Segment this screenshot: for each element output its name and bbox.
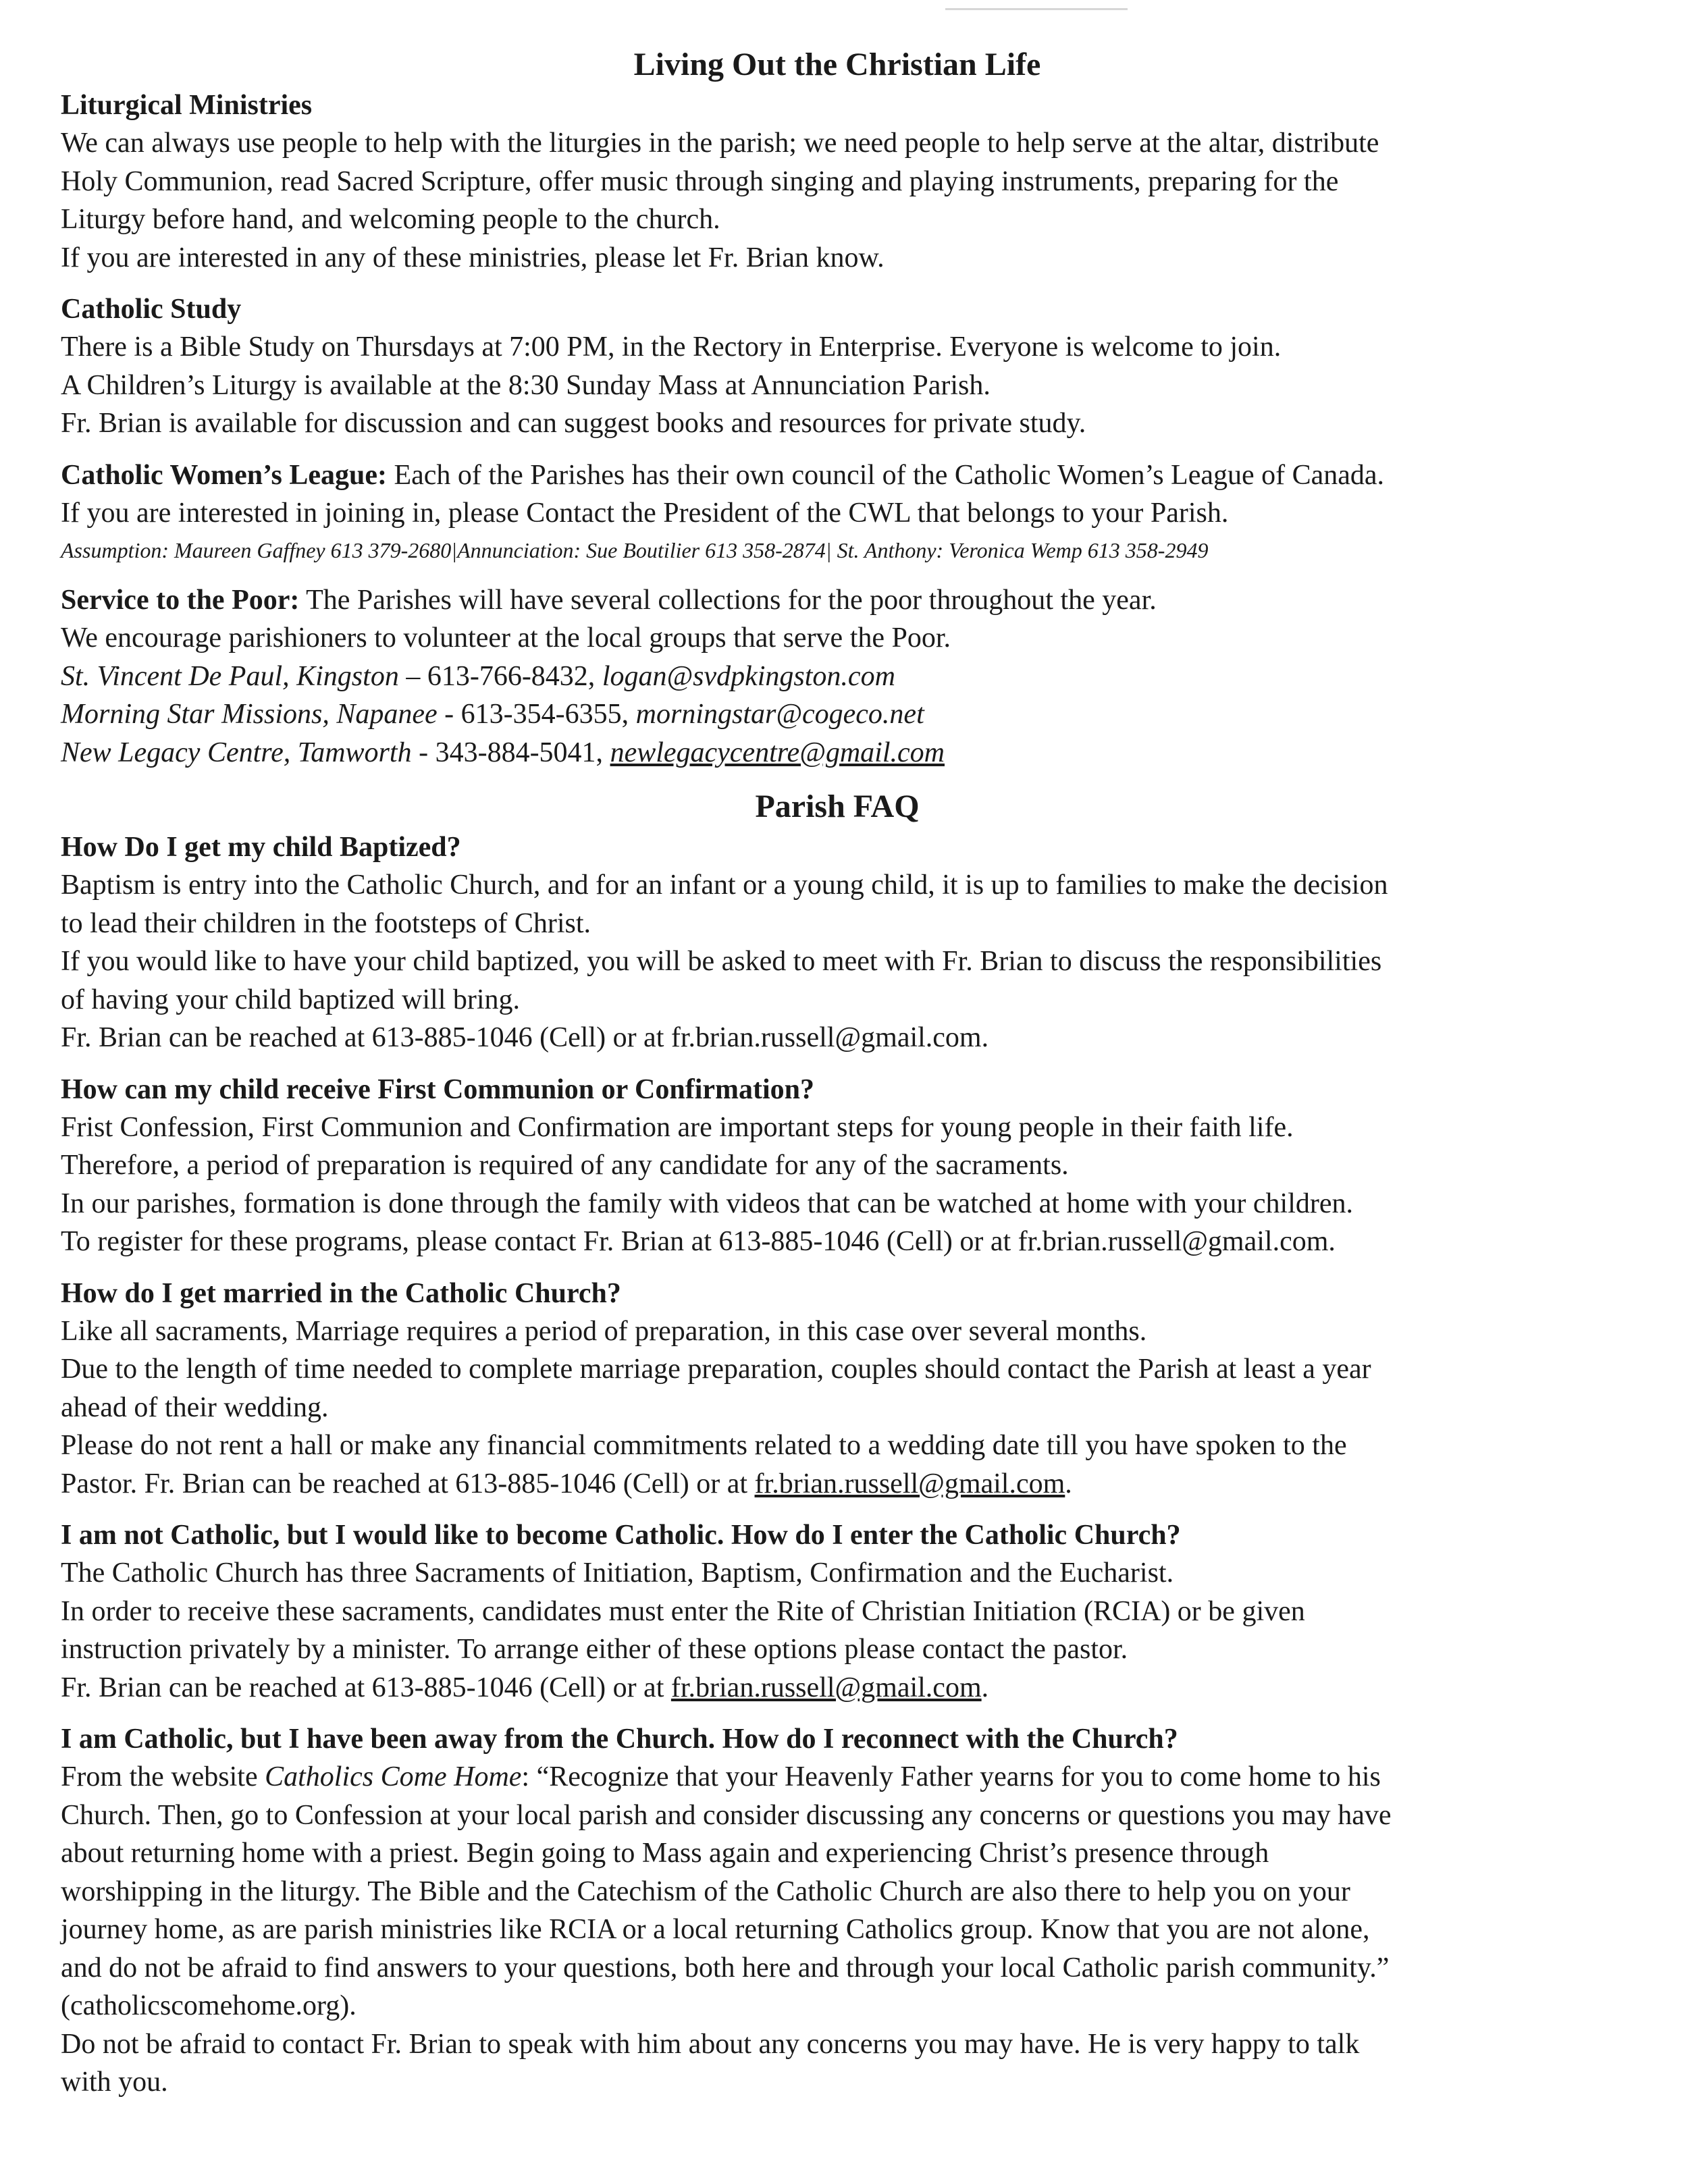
quote-start: : “Recognize that your Heavenly Father yearns for you to come home to his (521, 1761, 1381, 1792)
paragraph-line: Do not be afraid to contact Fr. Brian to speak with him about any concerns you may have. He is very happy to talk (61, 2028, 1360, 2060)
catholic-study-section (61, 290, 1614, 443)
paragraph-line: If you would like to have your child baptized, you will be asked to meet with Fr. Brian to discuss the responsibilities (61, 946, 1382, 977)
cwl-heading: Catholic Women’s League: (61, 459, 387, 491)
paragraph-line: If you are interested in joining in, please Contact the President of the CWL that belongs to your Parish. (61, 498, 1229, 529)
scan-artifact (945, 8, 1128, 10)
paragraph-line: ahead of their wedding. (61, 1391, 329, 1423)
paragraph-line: about returning home with a priest. Begin going to Mass again and experiencing Christ’s presence through (61, 1838, 1269, 1869)
org-name: New Legacy Centre, Tamworth (61, 737, 412, 768)
org-separator: - (437, 699, 461, 730)
baptism-heading: How Do I get my child Baptized? (61, 832, 461, 863)
paragraph-line: We encourage parishioners to volunteer at the local groups that serve the Poor. (61, 622, 951, 654)
liturgical-ministries-section (61, 86, 1614, 277)
paragraph-line: Holy Communion, read Sacred Scripture, offer music through singing and playing instruments, preparing for the (61, 165, 1339, 197)
paragraph-line: Frist Confession, First Communion and Confirmation are important steps for young people in their faith life. (61, 1111, 1294, 1143)
paragraph-line: The Catholic Church has three Sacraments of Initiation, Baptism, Confirmation and the Eucharist. (61, 1557, 1174, 1589)
marriage-heading: How do I get married in the Catholic Church? (61, 1277, 621, 1309)
paragraph-line: To register for these programs, please contact Fr. Brian at 613-885-1046 (Cell) or at fr.brian.russell@gmail.com. (61, 1226, 1336, 1257)
marriage-section (61, 1275, 1614, 1503)
org-name: St. Vincent De Paul, Kingston (61, 660, 399, 692)
website-name: Catholics Come Home (265, 1761, 522, 1792)
email-link[interactable]: fr.brian.russell@gmail.com (670, 1672, 982, 1703)
org-email-link[interactable]: morningstar@cogeco.net (635, 699, 924, 730)
paragraph-line: There is a Bible Study on Thursdays at 7:00 PM, in the Rectory in Enterprise. Everyone is welcome to join. (61, 331, 1282, 363)
service-to-poor-section (61, 581, 1614, 772)
paragraph-line: (catholicscomehome.org). (61, 1990, 357, 2021)
contact-text: Fr. Brian can be reached at 613-885-1046 (Cell) or at (61, 1672, 671, 1703)
become-catholic-section (61, 1516, 1614, 1707)
liturgical-ministries-heading: Liturgical Ministries (61, 90, 313, 121)
org-email-link[interactable]: logan@svdpkingston.com (602, 660, 895, 692)
cwl-section (61, 456, 1614, 568)
paragraph-line: Liturgy before hand, and welcoming people to the church. (61, 204, 720, 235)
paragraph-line: If you are interested in any of these ministries, please let Fr. Brian know. (61, 242, 885, 273)
org-separator: - (411, 737, 436, 768)
paragraph-line: and do not be afraid to find answers to your questions, both here and through your local Catholic parish community.” (61, 1952, 1390, 1983)
paragraph-line: with you. (61, 2067, 168, 2098)
org-phone: 613-354-6355, (460, 699, 636, 730)
become-catholic-heading: I am not Catholic, but I would like to become Catholic. How do I enter the Catholic Church? (61, 1520, 1181, 1551)
paragraph-line: Like all sacraments, Marriage requires a period of preparation, in this case over several months. (61, 1315, 1147, 1347)
reconnect-section (61, 1720, 1614, 2102)
org-line-morningstar (61, 695, 1614, 734)
paragraph-line: of having your child baptized will bring. (61, 984, 521, 1015)
paragraph-line: journey home, as are parish ministries like RCIA or a local returning Catholics group. Know that you are not alone, (61, 1914, 1370, 1945)
paragraph-line: Please do not rent a hall or make any financial commitments related to a wedding date till you have spoken to the (61, 1430, 1347, 1461)
paragraph-line: Church. Then, go to Confession at your local parish and consider discussing any concerns or questions you may have (61, 1799, 1392, 1831)
contact-line (61, 1465, 1614, 1503)
page-title: Living Out the Christian Life (633, 47, 1041, 82)
org-email-link[interactable]: newlegacycentre@gmail.com (610, 737, 945, 768)
contact-suffix: . (1065, 1468, 1072, 1499)
cwl-contacts: Assumption: Maureen Gaffney 613 379-2680|Annunciation: Sue Boutilier 613 358-2874| St. Anthony: Veronica Wemp 613 358-2949 (61, 537, 1209, 562)
poor-heading: Service to the Poor: (61, 584, 300, 616)
paragraph-line: Due to the length of time needed to complete marriage preparation, couples should contact the Parish at least a year (61, 1354, 1371, 1385)
paragraph-line: Baptism is entry into the Catholic Church, and for an infant or a young child, it is up to families to make the decision (61, 870, 1388, 901)
org-separator: – (398, 660, 427, 692)
org-phone: 613-766-8432, (427, 660, 602, 692)
catholic-study-heading: Catholic Study (61, 294, 242, 325)
paragraph-line: In order to receive these sacraments, candidates must enter the Rite of Christian Initiation (RCIA) or be given (61, 1595, 1305, 1627)
poor-intro-text: The Parishes will have several collections for the poor throughout the year. (299, 584, 1157, 616)
reconnect-heading: I am Catholic, but I have been away from the Church. How do I reconnect with the Church? (61, 1724, 1178, 1755)
paragraph-line: We can always use people to help with the liturgies in the parish; we need people to help serve at the altar, distribute (61, 128, 1379, 159)
paragraph-line: In our parishes, formation is done through the family with videos that can be watched at home with your children. (61, 1188, 1354, 1219)
org-name: Morning Star Missions, Napanee (61, 699, 438, 730)
contact-suffix: . (981, 1672, 989, 1703)
paragraph-line: Fr. Brian can be reached at 613-885-1046 (Cell) or at fr.brian.russell@gmail.com. (61, 1022, 989, 1053)
paragraph-line: worshipping in the liturgy. The Bible and the Catechism of the Catholic Church are also there to help you on your (61, 1875, 1350, 1907)
quote-intro-prefix: From the website (61, 1761, 265, 1792)
paragraph-line: Therefore, a period of preparation is required of any candidate for any of the sacraments. (61, 1150, 1069, 1181)
paragraph-line: to lead their children in the footsteps of Christ. (61, 907, 591, 939)
contact-text: Pastor. Fr. Brian can be reached at 613-885-1046 (Cell) or at (61, 1468, 755, 1499)
communion-heading: How can my child receive First Communion or Confirmation? (61, 1073, 815, 1105)
poor-intro-line (61, 581, 1614, 620)
communion-section (61, 1071, 1614, 1261)
org-line-newlegacy (61, 734, 1614, 772)
org-phone: 343-884-5041, (435, 737, 610, 768)
faq-title: Parish FAQ (755, 789, 920, 824)
contact-line (61, 1669, 1614, 1707)
paragraph-line: instruction privately by a minister. To arrange either of these options please contact the pastor. (61, 1634, 1128, 1665)
quote-intro-line (61, 1758, 1614, 1796)
paragraph-line: A Children’s Liturgy is available at the 8:30 Sunday Mass at Annunciation Parish. (61, 369, 991, 401)
cwl-intro-line (61, 456, 1614, 495)
email-link[interactable]: fr.brian.russell@gmail.com (754, 1468, 1065, 1499)
org-line-svdp (61, 658, 1614, 696)
baptism-section (61, 828, 1614, 1057)
cwl-intro-text: Each of the Parishes has their own council of the Catholic Women’s League of Canada. (386, 459, 1385, 491)
paragraph-line: Fr. Brian is available for discussion and can suggest books and resources for private study. (61, 408, 1086, 439)
